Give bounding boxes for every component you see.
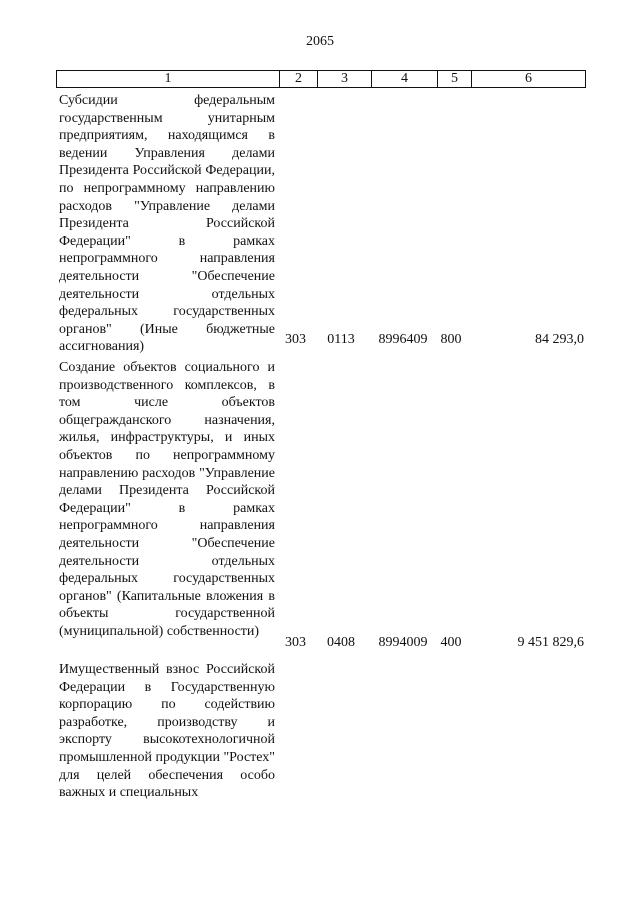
header-col-4: 4 (371, 71, 437, 87)
row-1-amount: 84 293,0 (535, 332, 584, 347)
header-col-6: 6 (471, 71, 585, 87)
row-3-description: Имущественный взнос Российской Федерации в Государственную корпорацию по содействию разработке, производству и экспорту высокотехнологичной промышленной продукции "Ростех" для целей обеспечения особо важных и специальных (59, 662, 276, 801)
row-1-code1: 303 (285, 332, 306, 347)
header-col-3: 3 (317, 71, 371, 87)
table-header (56, 70, 586, 88)
page-number: 2065 (306, 34, 334, 49)
row-1-code3: 8996409 (378, 332, 428, 347)
row-1-code2: 0113 (327, 332, 355, 347)
row-1-code4: 800 (440, 332, 462, 347)
header-col-1: 1 (164, 71, 172, 86)
row-2-code2: 0408 (327, 635, 355, 650)
row-2-amount: 9 451 829,6 (517, 635, 584, 650)
row-2-code1: 303 (285, 635, 306, 650)
row-2-description: Создание объектов социального и производственного комплексов, в том числе объектов общегражданского назначения, жилья, инфраструктуры, и иных объектов по непрограммному направлению расходов "Управление делами Президента Российской Федерации" в рамках непрограммного направления деятельности "Обеспечение деятельности отдельных федеральных государственных органов" (Капитальные вложения в объекты государственной (муниципальной) собственности) (59, 360, 275, 639)
row-1-description: Субсидии федеральным государственным унитарным предприятиям, находящимся в ведении Управления делами Президента Российской Федерации, по непрограммному направлению расходов "Управление делами Президента Российской Федерации" в рамках непрограммного направления деятельности "Обеспечение деятельности отдельных федеральных государственных органов" (Иные бюджетные ассигнования) (59, 93, 275, 355)
header-col-5: 5 (437, 71, 471, 87)
row-2-code3: 8994009 (378, 635, 428, 650)
row-2-code4: 400 (440, 635, 462, 650)
header-col-2: 2 (279, 71, 317, 87)
